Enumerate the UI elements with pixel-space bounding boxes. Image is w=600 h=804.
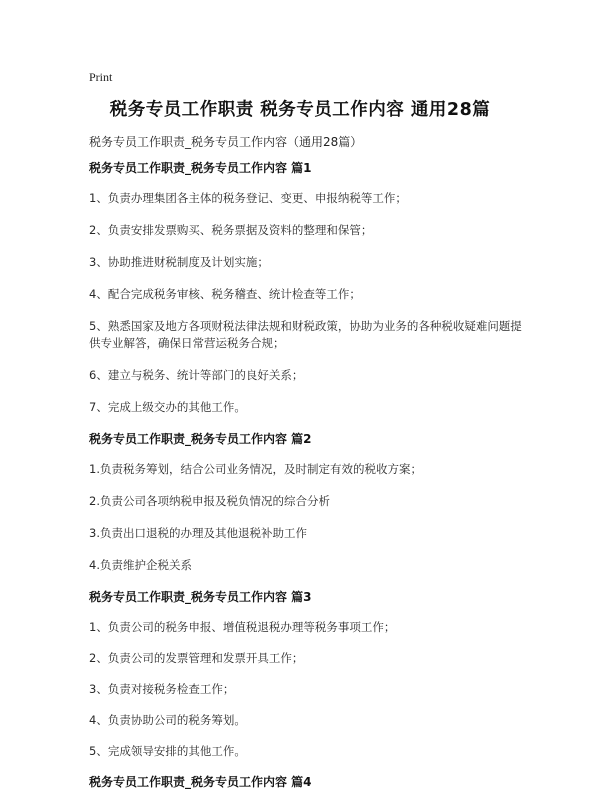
list-item: 2、负责公司的发票管理和发票开具工作； [89,651,304,665]
list-item: 2.负责公司各项纳税申报及税负情况的综合分析 [89,494,330,508]
section-heading: 税务专员工作职责_税务专员工作内容 篇3 [89,590,312,604]
list-item: 5、熟悉国家及地方各项财税法律法规和财税政策，协助为业务的各种税收疑难问题提供专业解答，确保日常营运税务合规； [89,319,522,350]
list-item: 3、协助推进财税制度及计划实施； [89,255,269,269]
list-item: 3、负责对接税务检查工作； [89,682,235,696]
print-link[interactable]: Print [89,70,113,84]
list-item: 2、负责安排发票购买、税务票据及资料的整理和保管； [89,223,373,237]
section-1 [89,160,529,416]
list-item: 3.负责出口退税的办理及其他退税补助工作 [89,526,307,540]
section-3 [89,589,529,760]
page-title: 税务专员工作职责 税务专员工作内容 通用28篇 [109,100,491,120]
section-heading: 税务专员工作职责_税务专员工作内容 篇1 [89,161,312,175]
list-item: 6、建立与税务、统计等部门的良好关系； [89,368,304,382]
section-2 [89,431,529,574]
list-item: 1、负责公司的税务申报、增值税退税办理等税务事项工作； [89,620,396,634]
list-item: 4.负责维护企税关系 [89,558,192,572]
section-heading: 税务专员工作职责_税务专员工作内容 篇4 [89,775,312,789]
section-4 [89,774,529,790]
list-item: 1.负责税务筹划，结合公司业务情况，及时制定有效的税收方案； [89,462,422,476]
list-item: 7、完成上级交办的其他工作。 [89,400,246,414]
document-body [89,160,529,804]
list-item: 1、负责办理集团各主体的税务登记、变更、申报纳税等工作； [89,191,407,205]
list-item: 4、配合完成税务审核、税务稽查、统计检查等工作； [89,287,361,301]
list-item: 4、负责协助公司的税务筹划。 [89,713,246,727]
section-heading: 税务专员工作职责_税务专员工作内容 篇2 [89,432,312,446]
page-subtitle: 税务专员工作职责_税务专员工作内容（通用28篇） [89,135,363,149]
list-item: 5、完成领导安排的其他工作。 [89,744,246,758]
